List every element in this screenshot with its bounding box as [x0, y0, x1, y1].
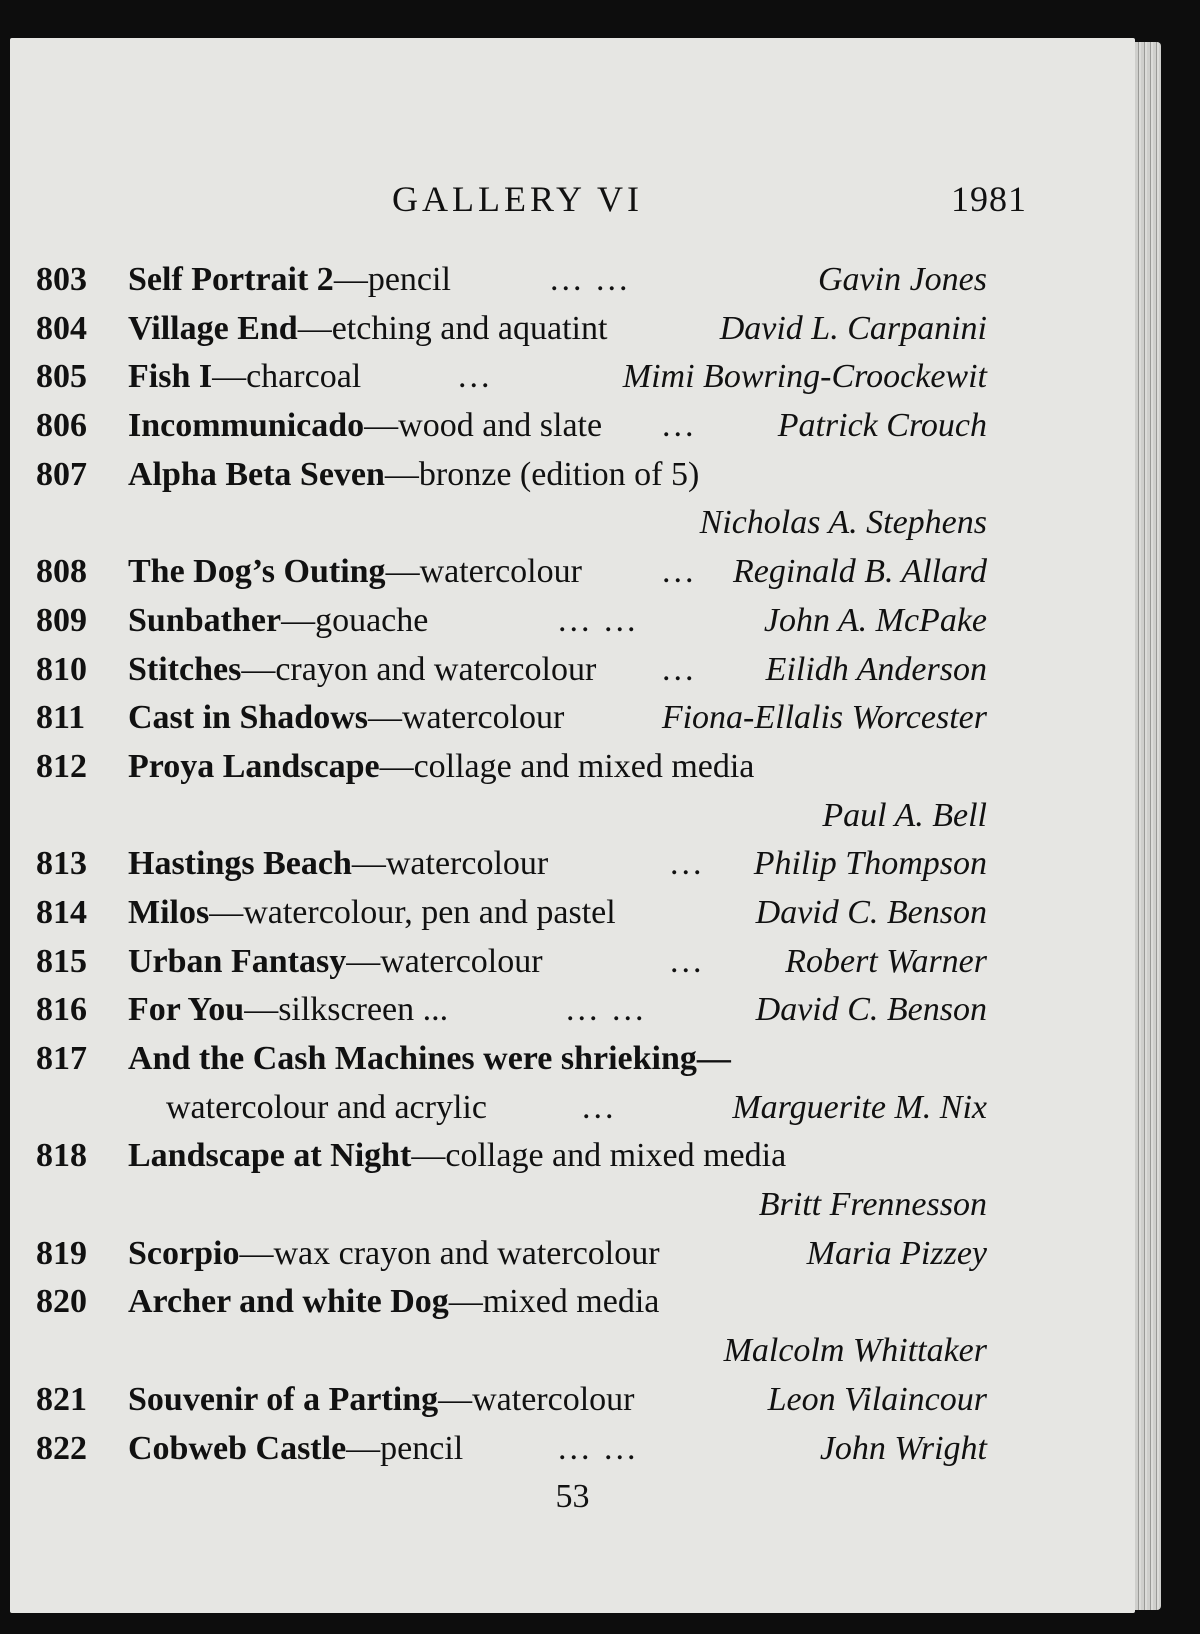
entry-artist: Britt Frennesson	[758, 1186, 987, 1224]
entry-description	[128, 1230, 660, 1279]
entry-artist: Reginald B. Allard	[732, 553, 987, 591]
entry-813	[10, 840, 1135, 889]
entry-medium: —gouache	[281, 601, 429, 639]
entry-title: Souvenir of a Parting	[128, 1380, 439, 1418]
leader-dots: ...	[662, 407, 697, 445]
entry-title: Fish I	[128, 358, 213, 396]
entry-title: Village End	[128, 309, 298, 347]
entry-medium: —watercolour	[367, 699, 565, 737]
entry-description	[128, 986, 448, 1035]
entry-artist: Robert Warner	[785, 942, 987, 980]
entry-artist: Maria Pizzey	[806, 1234, 987, 1272]
entry-artist: Paul A. Bell	[822, 796, 987, 834]
entry-medium: —watercolour	[385, 553, 582, 591]
entry-815	[10, 938, 1135, 987]
entry-number: 817	[36, 1040, 87, 1077]
entry-819	[10, 1230, 1135, 1279]
entry-medium: —wood and slate	[364, 407, 603, 445]
entry-822	[10, 1425, 1135, 1474]
entry-817	[10, 1035, 1135, 1084]
entry-medium: —pencil	[346, 1429, 464, 1467]
entry-artist: John Wright	[819, 1429, 987, 1467]
entry-description	[128, 743, 754, 792]
entry-808	[10, 548, 1135, 597]
entry-description	[128, 694, 564, 743]
entry-title: Scorpio	[128, 1234, 240, 1272]
entry-list	[10, 256, 1135, 1473]
entry-820	[10, 1278, 1135, 1327]
entry-number: 813	[36, 845, 87, 883]
entry-title: Hastings Beach	[128, 845, 352, 883]
entry-description	[128, 597, 428, 646]
entry-812-artist-line	[10, 792, 1135, 841]
leader-dots: ...	[662, 650, 697, 688]
entry-title: Landscape at Night	[128, 1137, 412, 1175]
entry-title: Self Portrait 2	[128, 261, 334, 298]
entry-812	[10, 743, 1135, 792]
leader-dots: ...	[458, 358, 493, 396]
entry-title: Archer and white Dog	[128, 1283, 449, 1321]
entry-title: The Dog’s Outing	[128, 553, 386, 591]
entry-title: Milos	[128, 893, 210, 931]
entry-medium: —watercolour, pen and pastel	[209, 893, 616, 931]
entry-number: 806	[36, 407, 87, 445]
entry-816	[10, 986, 1135, 1035]
page-number: 53	[555, 1478, 590, 1515]
entry-artist: Patrick Crouch	[777, 407, 987, 445]
entry-medium: —collage and mixed media	[411, 1137, 787, 1175]
entry-title: Cast in Shadows	[128, 699, 368, 737]
entry-description	[128, 451, 699, 500]
entry-artist: Eilidh Anderson	[765, 650, 987, 688]
entry-807-artist-line	[10, 499, 1135, 548]
entry-818-artist-line	[10, 1181, 1135, 1230]
entry-number: 809	[36, 601, 87, 639]
entry-artist: David C. Benson	[755, 991, 987, 1029]
entry-description	[128, 840, 548, 889]
entry-title: Stitches	[128, 650, 242, 688]
entry-artist: John A. McPake	[763, 601, 987, 639]
entry-807	[10, 451, 1135, 500]
entry-artist: Fiona-Ellalis Worcester	[661, 699, 987, 737]
entry-818	[10, 1132, 1135, 1181]
entry-medium: —collage and mixed media	[379, 747, 755, 785]
catalogue-year: 1981	[951, 179, 1027, 219]
entry-number: 804	[36, 309, 87, 347]
entry-artist: Philip Thompson	[753, 845, 987, 883]
entry-description	[128, 548, 582, 597]
entry-number: 807	[36, 455, 87, 493]
entry-number: 814	[36, 893, 87, 931]
entry-number: 803	[36, 261, 87, 298]
leader-dots: ... ...	[558, 601, 639, 639]
entry-804	[10, 305, 1135, 354]
entry-number: 818	[36, 1137, 87, 1175]
leader-dots: ... ...	[550, 261, 631, 298]
entry-title: And the Cash Machines were shrieking—	[128, 1040, 731, 1077]
entry-number: 805	[36, 358, 87, 396]
entry-number: 819	[36, 1234, 87, 1272]
entry-title: Urban Fantasy	[128, 942, 347, 980]
entry-number: 820	[36, 1283, 87, 1321]
entry-title: For You	[128, 991, 245, 1029]
leader-dots: ...	[670, 845, 705, 883]
entry-number: 810	[36, 650, 87, 688]
entry-medium: —watercolour	[346, 942, 543, 980]
gallery-title: GALLERY VI	[392, 179, 643, 219]
page-header	[10, 178, 1135, 228]
entry-artist: Gavin Jones	[817, 261, 987, 298]
entry-title: Sunbather	[128, 601, 282, 639]
entry-artist: Mimi Bowring-Croockewit	[622, 358, 987, 396]
entry-number: 821	[36, 1380, 87, 1418]
entry-medium: —charcoal	[212, 358, 362, 396]
entry-number: 811	[36, 699, 86, 737]
entry-description	[128, 1132, 786, 1181]
leader-dots: ... ...	[558, 1429, 639, 1467]
entry-medium: —mixed media	[448, 1283, 660, 1321]
entry-description	[128, 889, 616, 938]
entry-description	[128, 256, 451, 305]
entry-description	[128, 938, 543, 987]
entry-artist: Nicholas A. Stephens	[699, 504, 987, 542]
book-page-edges	[1135, 42, 1161, 1610]
entry-medium: —pencil	[333, 261, 451, 298]
entry-805	[10, 353, 1135, 402]
entry-artist: Marguerite M. Nix	[732, 1088, 987, 1126]
entry-title: Proya Landscape	[128, 747, 380, 785]
entry-description	[128, 1376, 634, 1425]
entry-medium: —bronze (edition of 5)	[384, 455, 700, 493]
entry-821	[10, 1376, 1135, 1425]
entry-artist: Malcolm Whittaker	[723, 1332, 987, 1370]
entry-description	[128, 646, 596, 695]
entry-number: 822	[36, 1429, 87, 1467]
entry-medium: —etching and aquatint	[297, 309, 608, 347]
entry-artist: Leon Vilaincour	[767, 1380, 987, 1418]
entry-817-continuation	[10, 1084, 1135, 1133]
entry-artist: David C. Benson	[755, 893, 987, 931]
entry-medium: —crayon and watercolour	[241, 650, 597, 688]
entry-description	[128, 305, 607, 354]
entry-806	[10, 402, 1135, 451]
leader-dots: ...	[662, 553, 697, 591]
entry-medium: —watercolour	[351, 845, 549, 883]
entry-medium: watercolour and acrylic	[166, 1088, 487, 1126]
entry-description	[128, 1425, 463, 1474]
leader-dots: ... ...	[566, 991, 647, 1029]
entry-title: Alpha Beta Seven	[128, 455, 385, 493]
entry-809	[10, 597, 1135, 646]
entry-description	[128, 1035, 731, 1084]
entry-artist: David L. Carpanini	[719, 309, 987, 347]
entry-number: 815	[36, 942, 87, 980]
entry-810	[10, 646, 1135, 695]
entry-medium: —silkscreen ...	[244, 991, 449, 1029]
catalogue-page	[10, 38, 1135, 1613]
entry-814	[10, 889, 1135, 938]
entry-803	[10, 256, 1135, 305]
entry-description	[128, 402, 602, 451]
entry-820-artist-line	[10, 1327, 1135, 1376]
entry-medium: —wax crayon and watercolour	[239, 1234, 660, 1272]
entry-number: 816	[36, 991, 87, 1029]
entry-811	[10, 694, 1135, 743]
entry-number: 812	[36, 747, 87, 785]
entry-medium: —watercolour	[438, 1380, 635, 1418]
entry-description	[128, 1278, 659, 1327]
entry-title: Incommunicado	[128, 407, 365, 445]
entry-title: Cobweb Castle	[128, 1429, 347, 1467]
entry-description	[128, 353, 361, 402]
leader-dots: ...	[582, 1088, 617, 1126]
leader-dots: ...	[670, 942, 705, 980]
entry-number: 808	[36, 553, 87, 591]
